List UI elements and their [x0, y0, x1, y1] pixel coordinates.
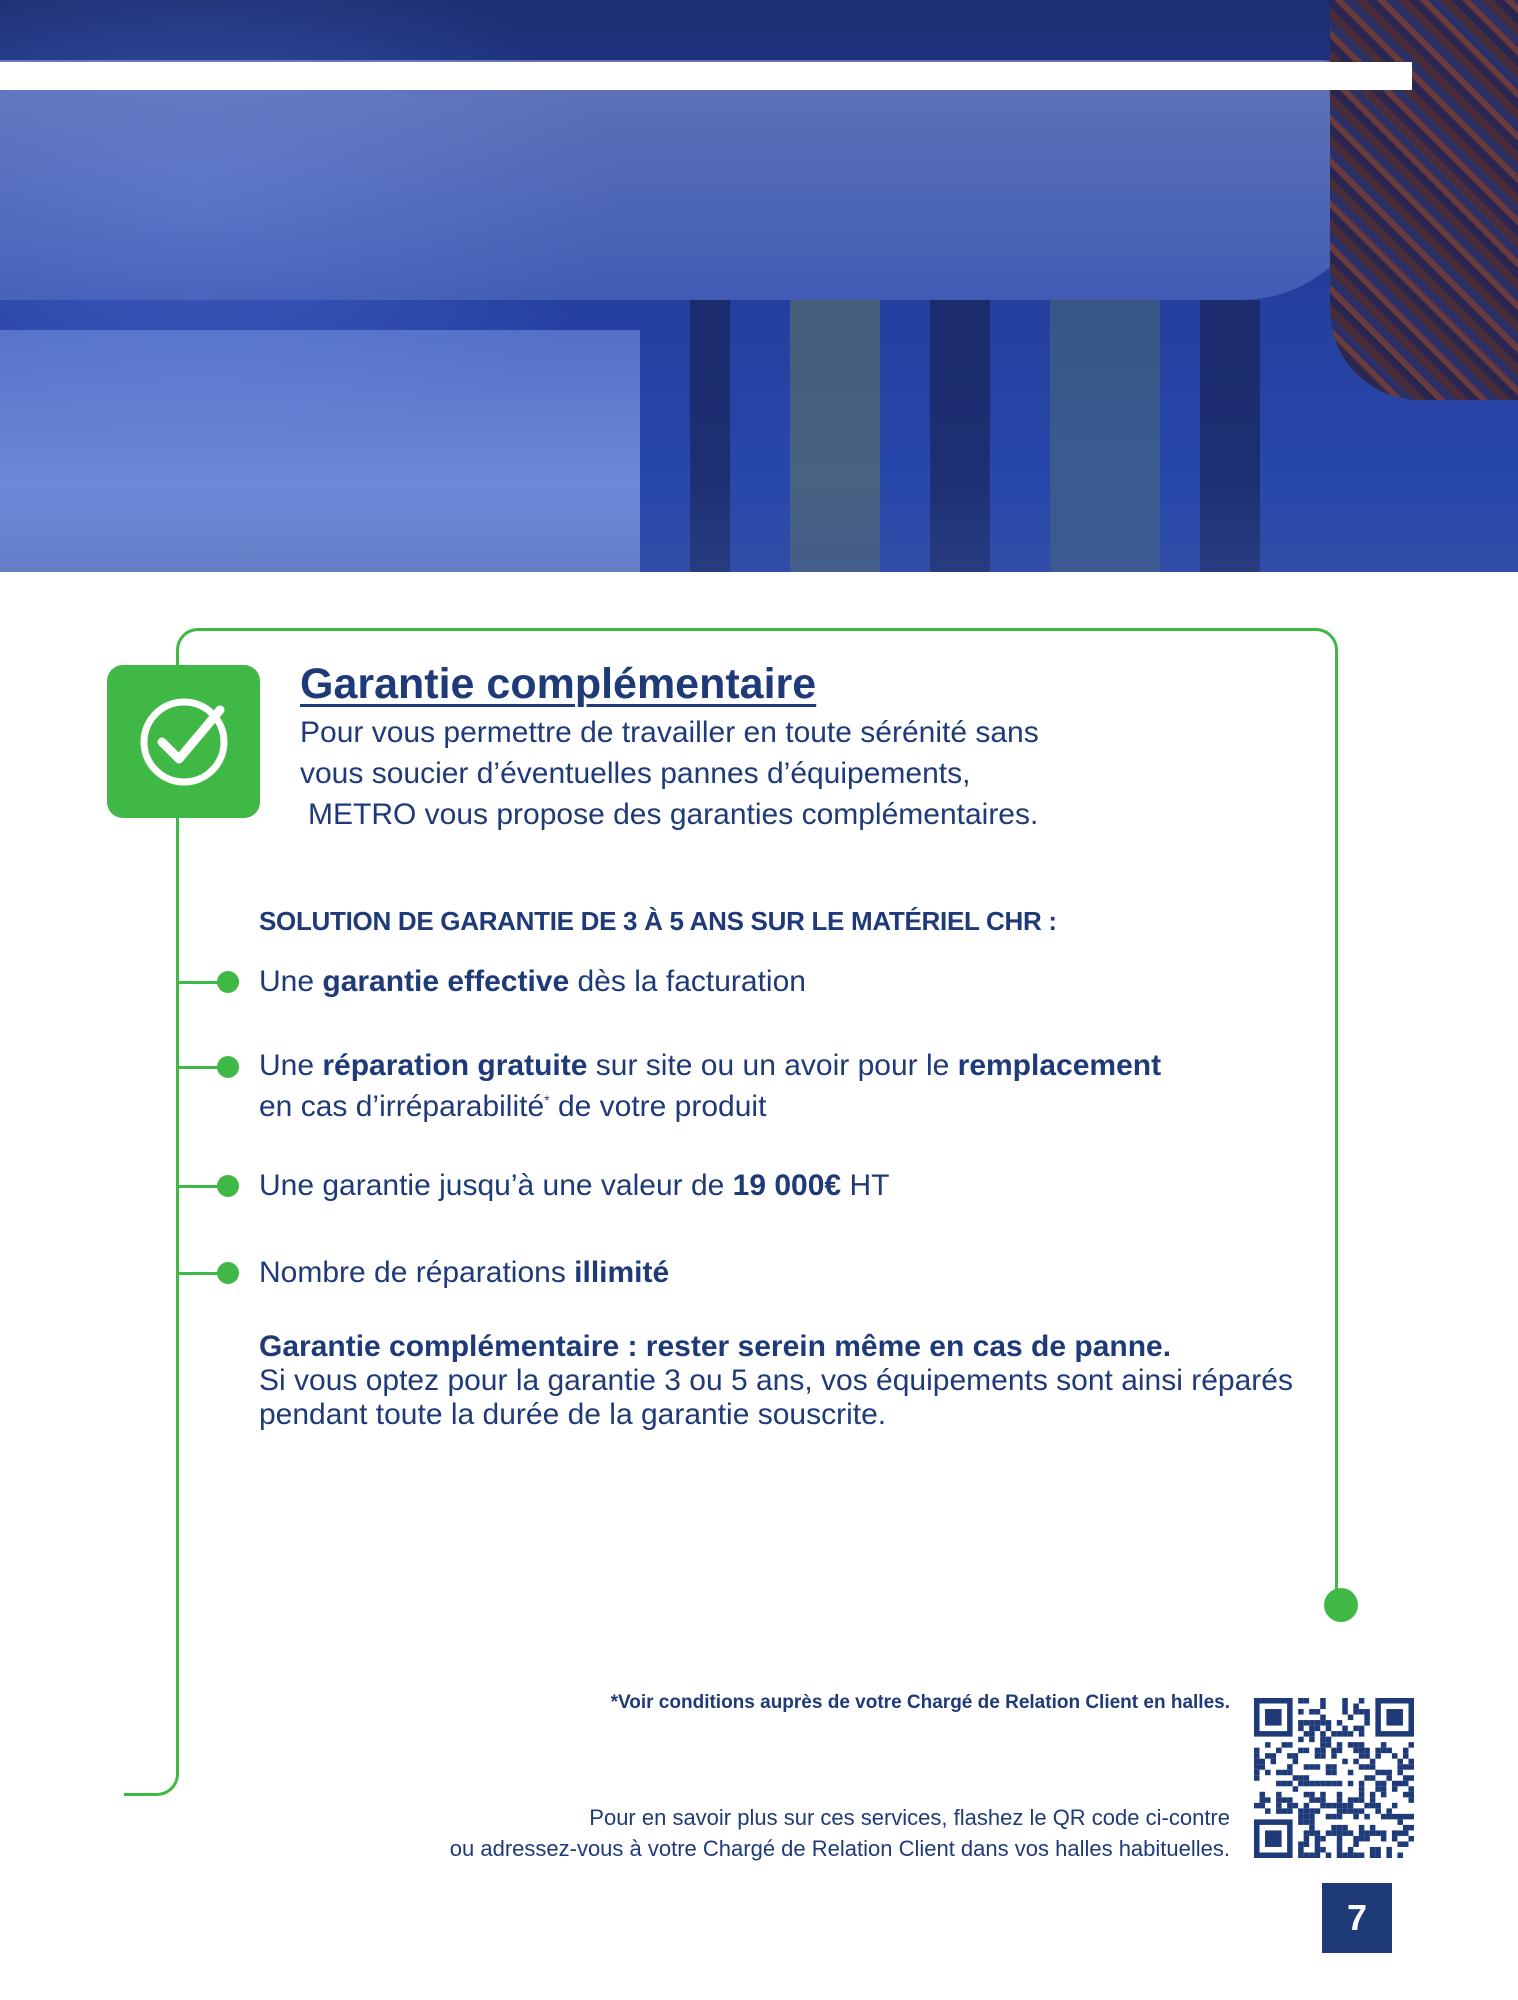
frame-end-dot — [1324, 1588, 1358, 1622]
qr-code-icon[interactable] — [1254, 1698, 1414, 1858]
section-heading: SOLUTION DE GARANTIE DE 3 À 5 ANS SUR LE MATÉRIEL CHR : — [259, 906, 1057, 936]
footnote: *Voir conditions auprès de votre Chargé de Relation Client en halles. — [610, 1692, 1230, 1713]
bullet-item: Nombre de réparations illimité — [259, 1256, 670, 1289]
hero-white-band — [0, 62, 1412, 90]
info-line: ou adressez-vous à votre Chargé de Relation Client dans vos halles habituelles. — [449, 1836, 1230, 1861]
bullet-dot — [217, 1175, 239, 1197]
info-text — [450, 1802, 1230, 1864]
intro-text — [300, 712, 1039, 835]
bullet-item: Une réparation gratuite sur site ou un avoir pour le remplacement en cas d’irréparabilité* de votre produit — [259, 1049, 1162, 1123]
green-frame-tail — [124, 1560, 179, 1796]
intro-line: METRO vous propose des garanties complémentaires. — [308, 798, 1039, 831]
page-title: Garantie complémentaire — [300, 660, 817, 708]
bullet-dot — [217, 1056, 239, 1078]
page-number: 7 — [1322, 1883, 1392, 1953]
intro-line: Pour vous permettre de travailler en toute sérénité sans — [300, 716, 1039, 749]
check-badge — [107, 665, 260, 818]
hero-photo — [0, 0, 1518, 572]
closing-heading: Garantie complémentaire : rester serein même en cas de panne. — [259, 1330, 1172, 1363]
bullet-item: Une garantie effective dès la facturation — [259, 965, 806, 998]
closing-line: pendant toute la durée de la garantie souscrite. — [259, 1398, 887, 1431]
bullet-item: Une garantie jusqu’à une valeur de 19 000€ HT — [259, 1169, 890, 1202]
checkmark-circle-icon — [134, 692, 234, 792]
bullet-dot — [217, 1262, 239, 1284]
intro-line: vous soucier d’éventuelles pannes d’équipements, — [300, 757, 971, 790]
closing-paragraph — [259, 1330, 1293, 1432]
closing-line: Si vous optez pour la garantie 3 ou 5 ans, vos équipements sont ainsi réparés — [259, 1364, 1293, 1397]
info-line: Pour en savoir plus sur ces services, flashez le QR code ci-contre — [589, 1805, 1230, 1830]
bullet-dot — [217, 971, 239, 993]
